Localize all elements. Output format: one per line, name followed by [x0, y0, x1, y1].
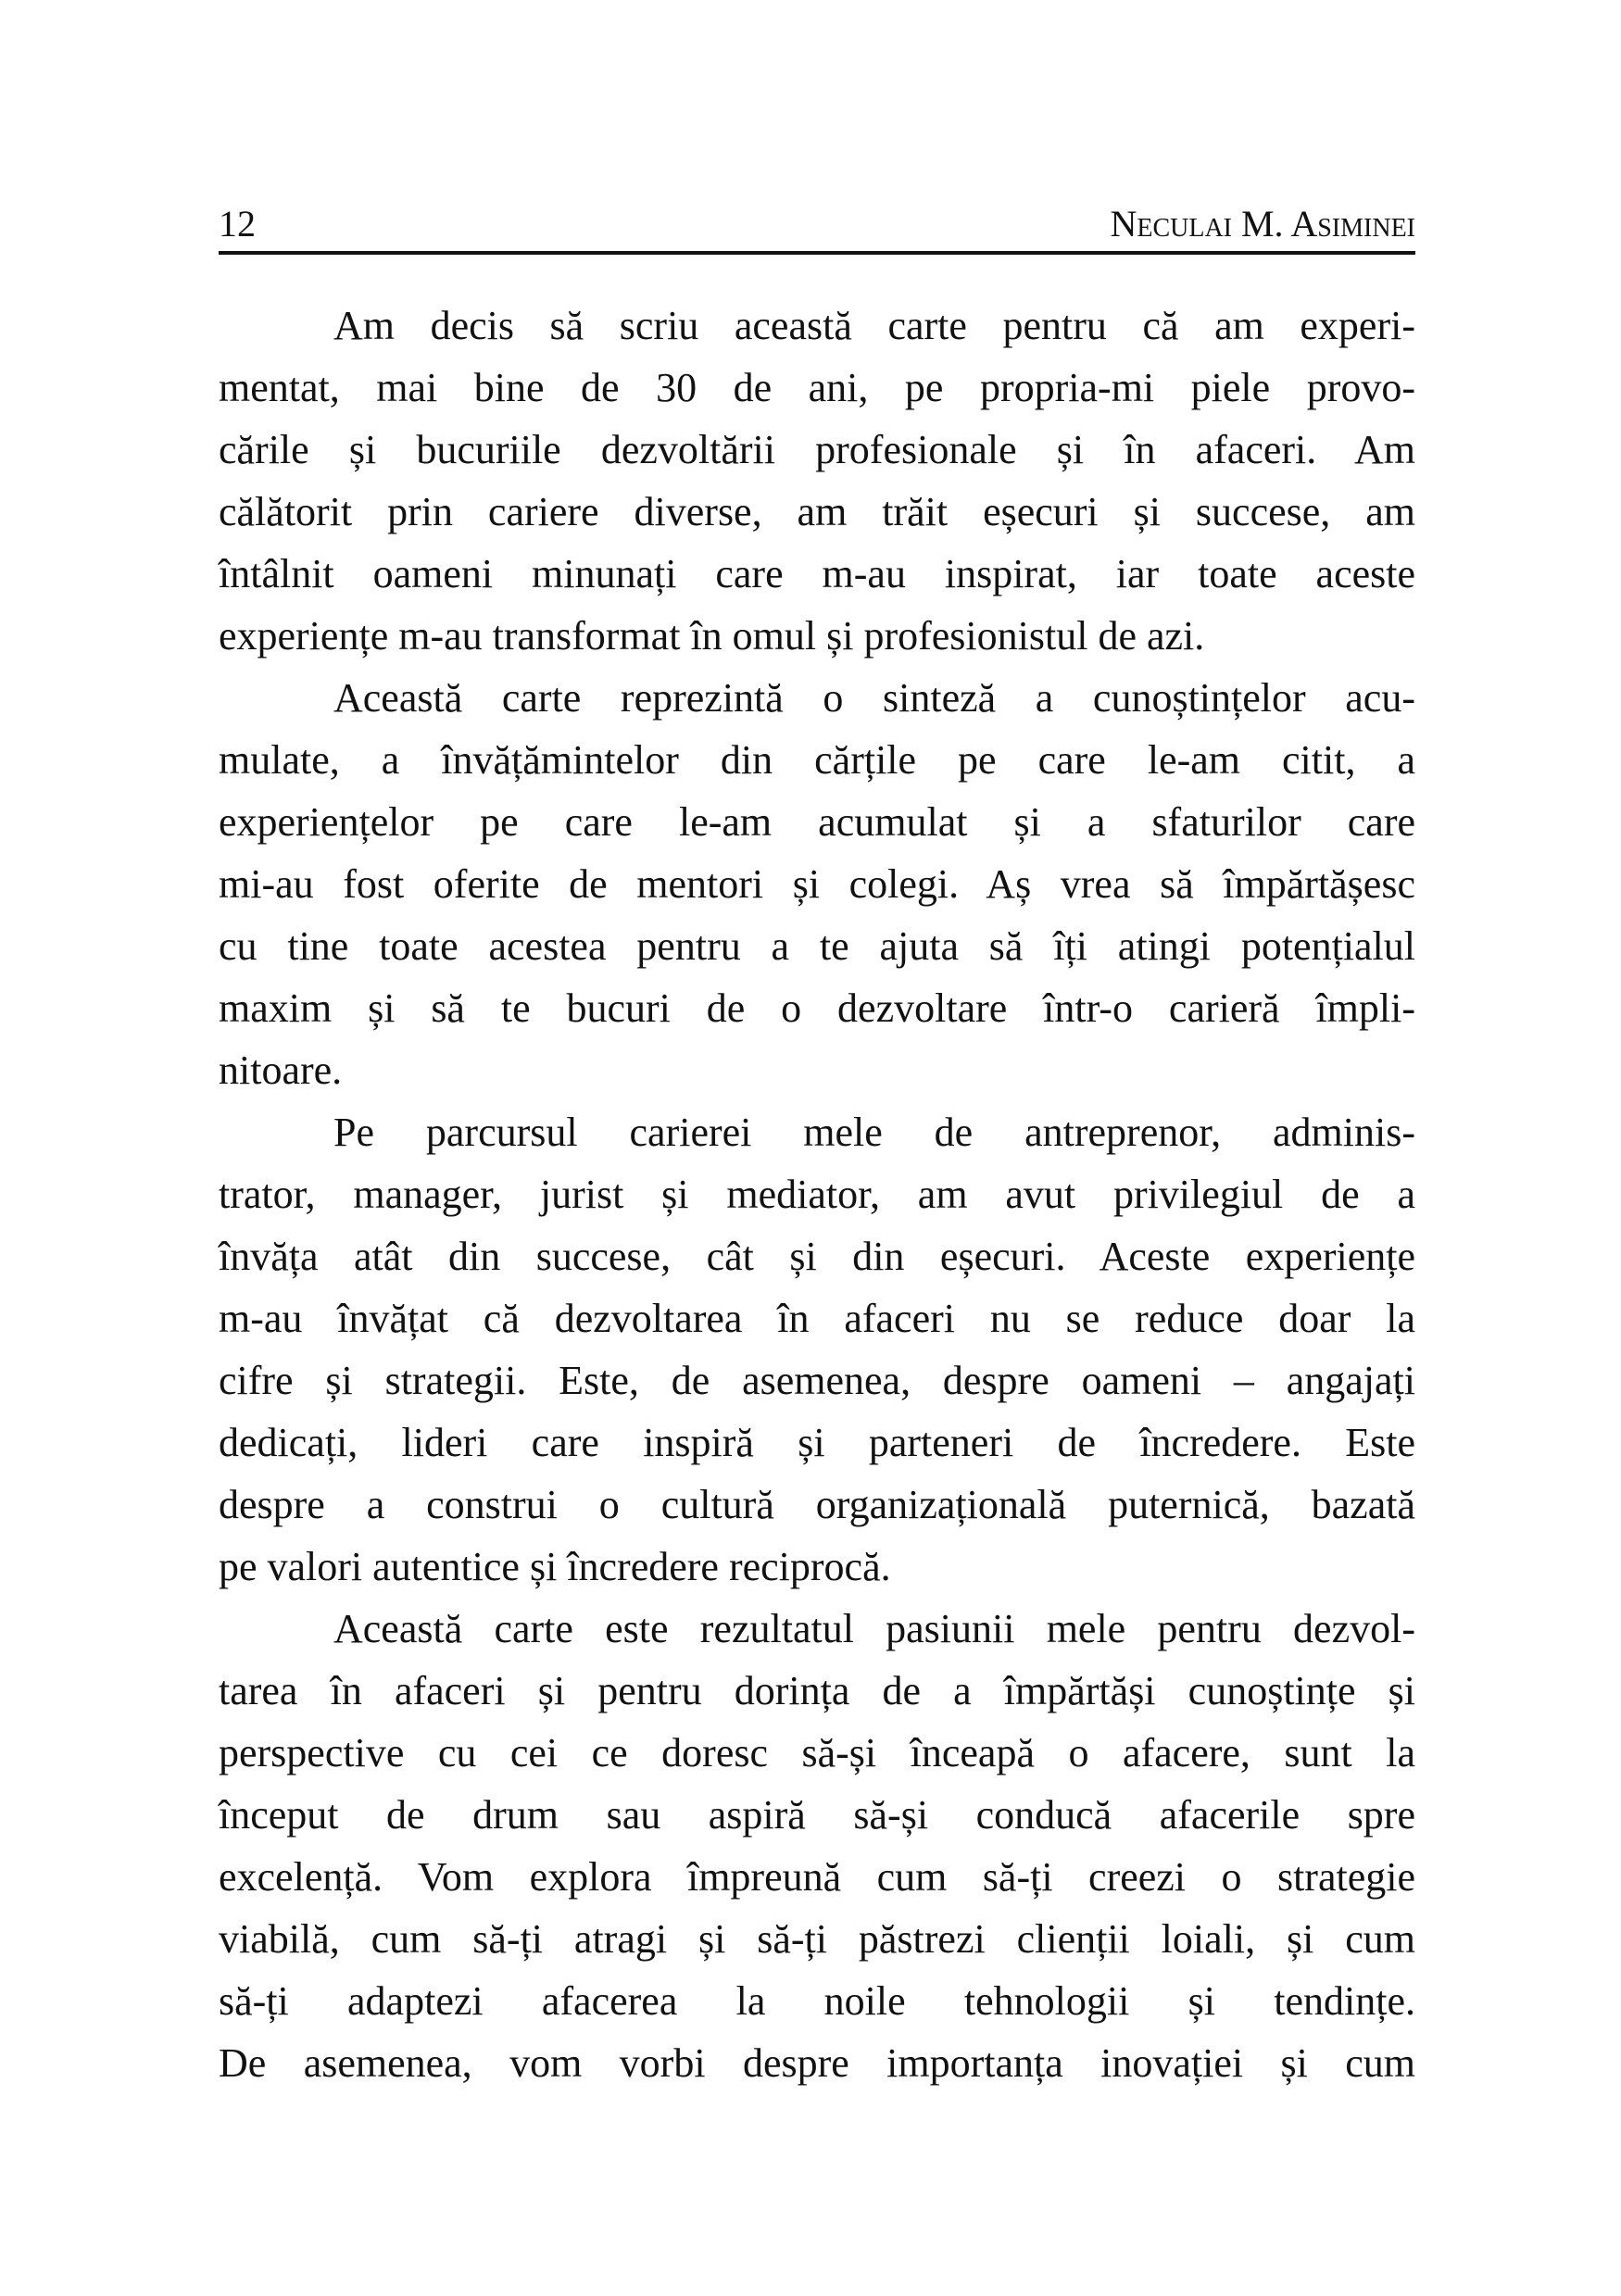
text-line: cifre și strategii. Este, de asemenea, despre oameni – angajați	[219, 1358, 1415, 1403]
text-line: Această carte este rezultatul pasiunii mele pentru dezvol-	[333, 1606, 1415, 1651]
paragraph	[219, 295, 1415, 667]
page-number: 12	[219, 203, 256, 245]
text-line: mentat, mai bine de 30 de ani, pe propria-mi piele provo-	[219, 365, 1415, 410]
text-line: să-ți adaptezi afacerea la noile tehnologii și tendințe.	[219, 1978, 1415, 2024]
text-line: mulate, a învățămintelor din cărțile pe care le-am citit, a	[219, 737, 1415, 783]
text-line: Am decis să scriu această carte pentru că am experi-	[333, 303, 1415, 348]
text-line: cu tine toate acestea pentru a te ajuta să îți atingi potențialul	[219, 923, 1415, 969]
text-line: călătorit prin cariere diverse, am trăit eșecuri și succese, am	[219, 489, 1415, 534]
paragraph	[219, 1598, 1415, 2094]
text-line: viabilă, cum să-ți atragi și să-ți păstrezi clienții loiali, și cum	[219, 1916, 1415, 1962]
text-line: De asemenea, vom vorbi despre importanța inovației și cum	[219, 2040, 1415, 2086]
paragraph	[219, 1101, 1415, 1598]
paragraph	[219, 667, 1415, 1101]
text-line: despre a construi o cultură organizațională puternică, bazată	[219, 1482, 1415, 1527]
text-line: experiențe m-au transformat în omul și profesionistul de azi.	[219, 613, 1205, 659]
text-line: Această carte reprezintă o sinteză a cunoștințelor acu-	[333, 675, 1415, 721]
text-line: maxim și să te bucuri de o dezvoltare într-o carieră împli-	[219, 985, 1415, 1031]
body-text	[219, 295, 1415, 2094]
text-line: excelență. Vom explora împreună cum să-ți creezi o strategie	[219, 1854, 1415, 1900]
text-line: întâlnit oameni minunați care m-au inspirat, iar toate aceste	[219, 551, 1415, 596]
text-line: perspective cu cei ce doresc să-și înceapă o afacere, sunt la	[219, 1730, 1415, 1775]
text-line: dedicați, lideri care inspiră și parteneri de încredere. Este	[219, 1420, 1415, 1465]
text-line: tarea în afaceri și pentru dorința de a împărtăși cunoștințe și	[219, 1668, 1415, 1713]
text-line: început de drum sau aspiră să-și conducă afacerile spre	[219, 1792, 1415, 1838]
text-line: experiențelor pe care le-am acumulat și a sfaturilor care	[219, 799, 1415, 845]
text-line: trator, manager, jurist și mediator, am avut privilegiul de a	[219, 1172, 1415, 1217]
header-rule	[219, 251, 1415, 255]
text-line: Pe parcursul carierei mele de antreprenor, adminis-	[333, 1110, 1415, 1155]
running-head-author: Neculai M. Asiminei	[1110, 203, 1415, 245]
text-line: pe valori autentice și încredere reciprocă.	[219, 1544, 891, 1589]
text-line: învăța atât din succese, cât și din eșecuri. Aceste experiențe	[219, 1234, 1415, 1279]
text-line: mi-au fost oferite de mentori și colegi. Aș vrea să împărtășesc	[219, 861, 1415, 907]
text-line: cările și bucuriile dezvoltării profesionale și în afaceri. Am	[219, 427, 1415, 472]
running-header	[219, 202, 1415, 248]
text-line: m-au învățat că dezvoltarea în afaceri nu se reduce doar la	[219, 1296, 1415, 1341]
text-line: nitoare.	[219, 1048, 343, 1093]
